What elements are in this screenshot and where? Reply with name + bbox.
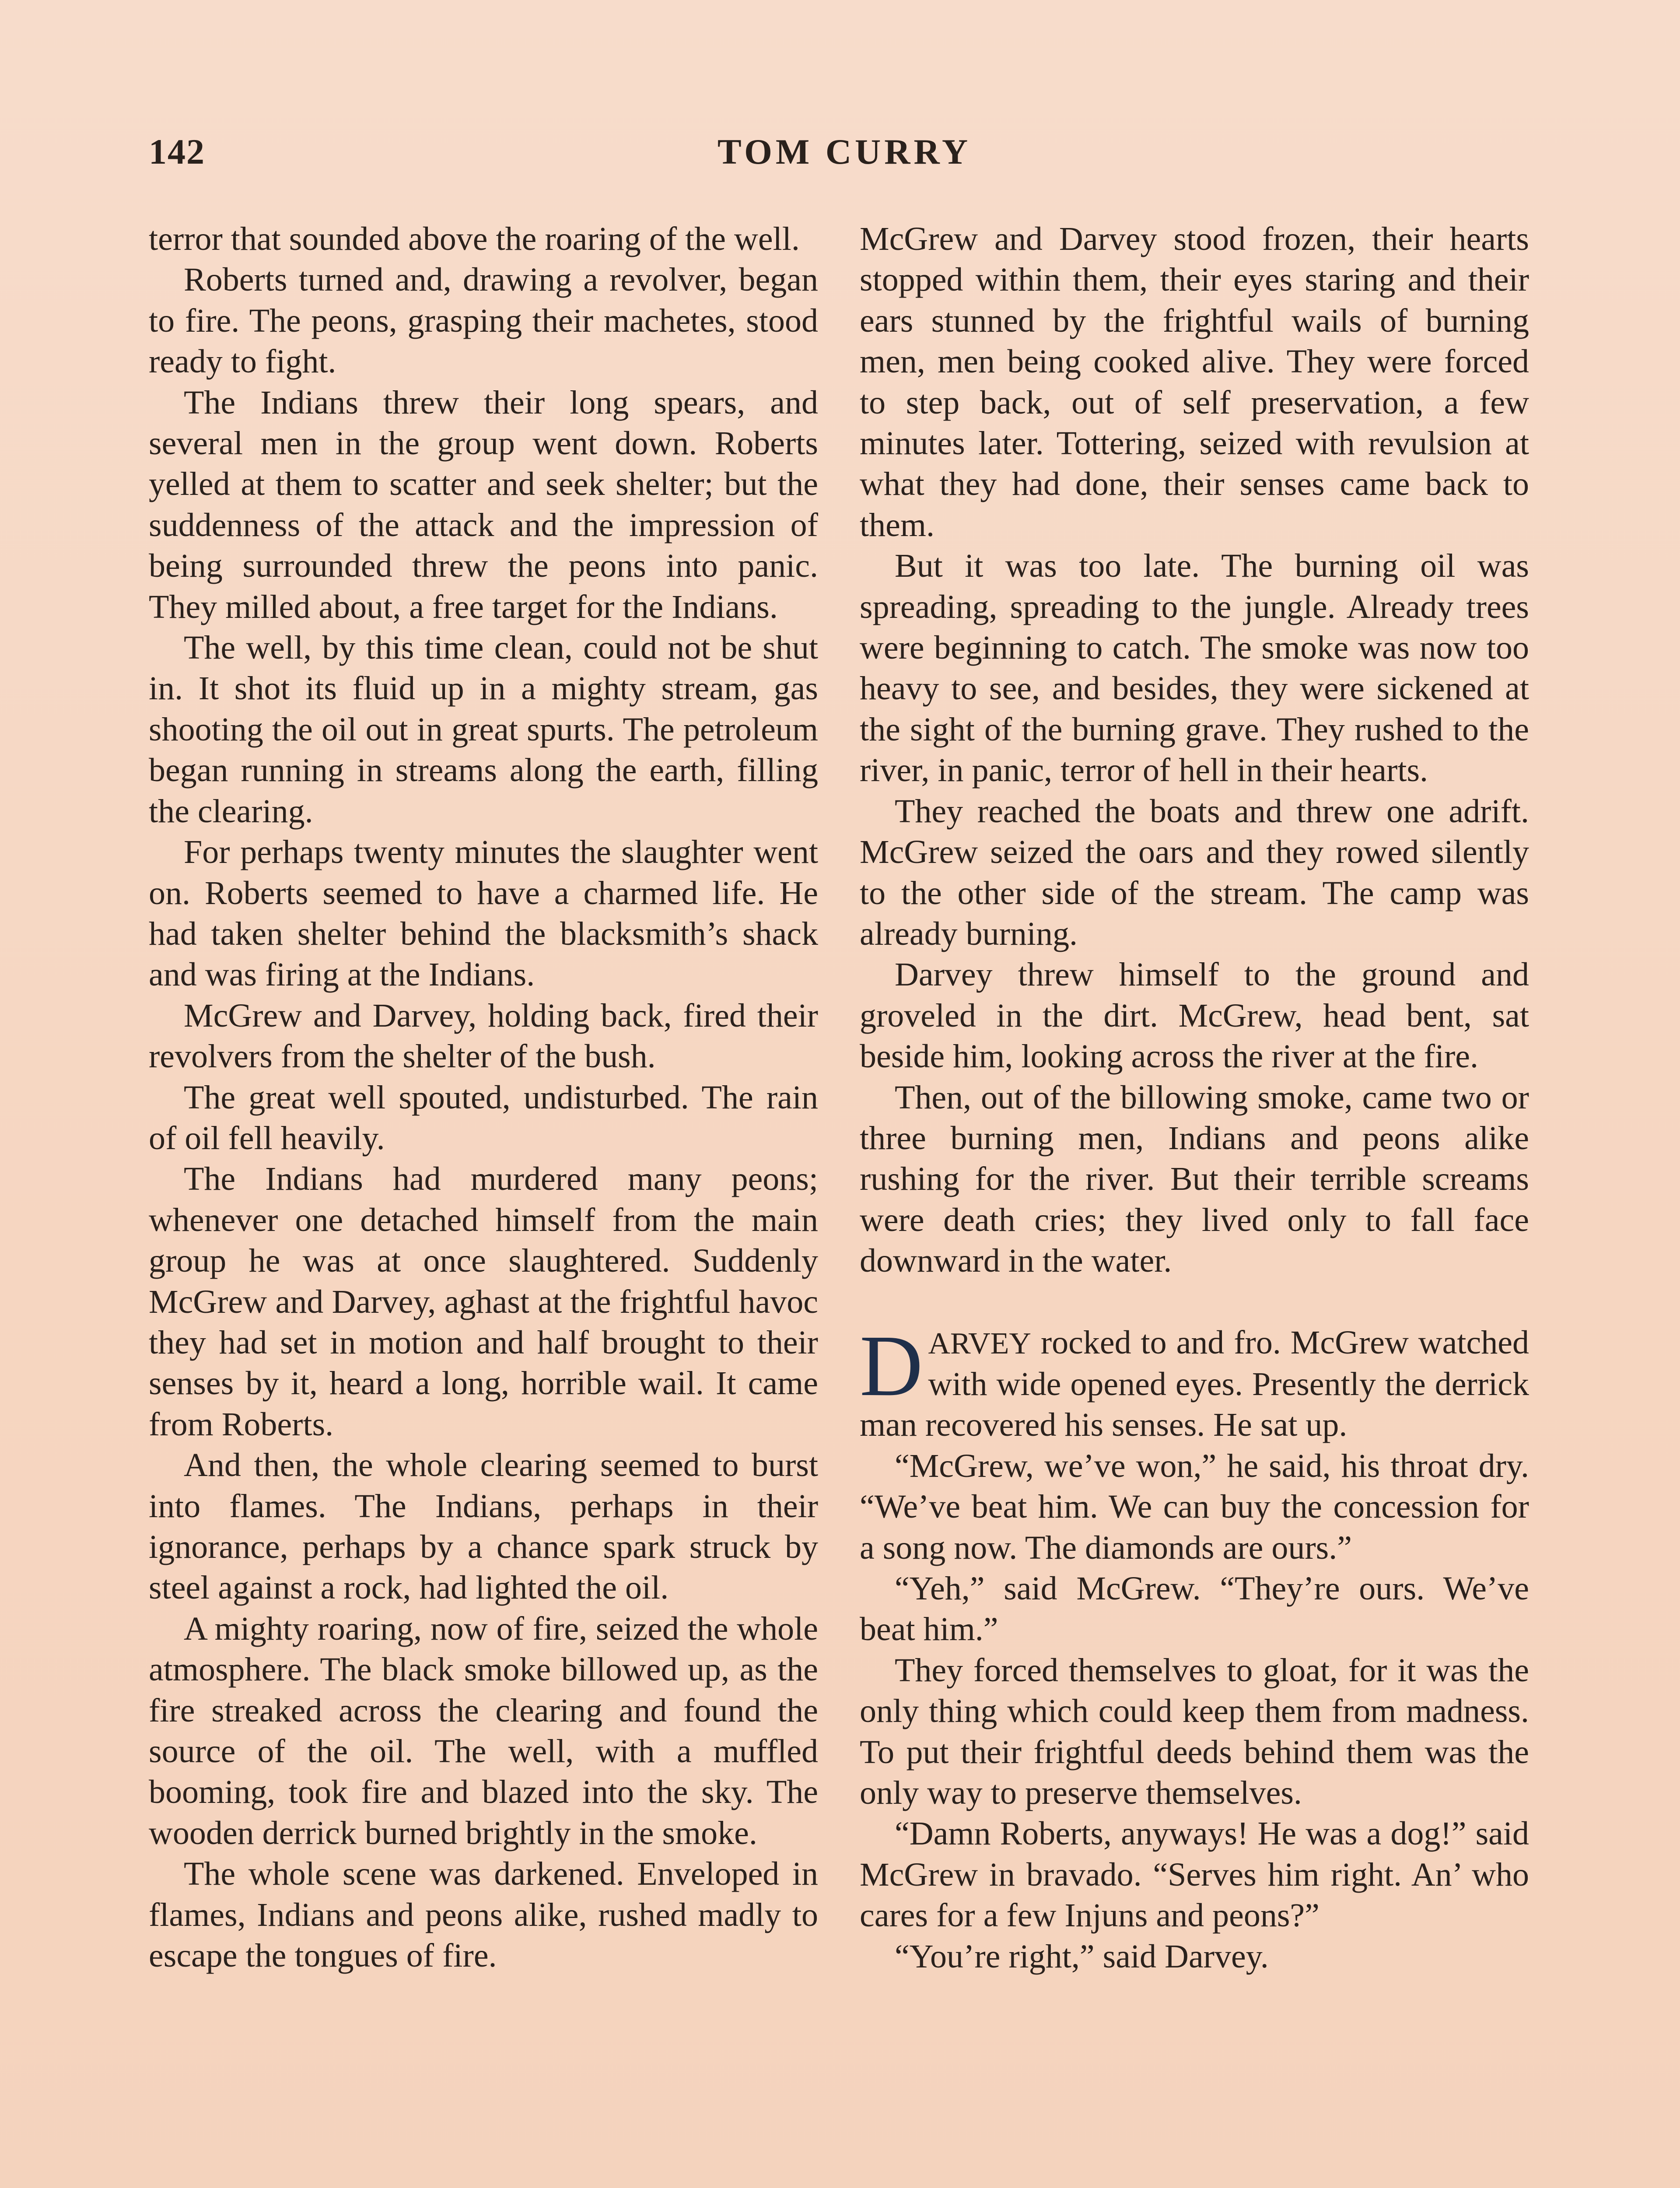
paragraph: “Yeh,” said McGrew. “They’re ours. We’ve beat him.”: [860, 1570, 1529, 1648]
paragraph: The well, by this time clean, could not be shut in. It shot its fluid up in a mighty stream, gas shooting the oil out in great spurts. The petroleum began running in streams along the earth, filling the clearing.: [149, 629, 818, 830]
left-column: [149, 219, 818, 1976]
paragraph: They reached the boats and threw one adrift. McGrew seized the oars and they rowed silently to the other side of the stream. The camp was already burning.: [860, 792, 1529, 952]
paragraph: For perhaps twenty minutes the slaughter went on. Roberts seemed to have a charmed life. He had taken shelter behind the blacksmith’s shack and was firing at the Indians.: [149, 834, 818, 993]
section-break: [860, 1282, 1529, 1322]
paragraph: “McGrew, we’ve won,” he said, his throat dry. “We’ve beat him. We can buy the concession for a song now. The diamonds are ours.”: [860, 1447, 1529, 1566]
paragraph: The great well spouted, undisturbed. The rain of oil fell heavily.: [149, 1079, 818, 1157]
paragraph: The whole scene was darkened. Enveloped in flames, Indians and peons alike, rushed madly to escape the tongues of fire.: [149, 1855, 818, 1974]
paragraph: But it was too late. The burning oil was spreading, spreading to the jungle. Already trees were beginning to catch. The smoke was now too heavy to see, and besides, they were sickened at the sight of the burning grave. They rushed to the river, in panic, terror of hell in their hearts.: [860, 547, 1529, 789]
page-number: 142: [149, 132, 205, 172]
paragraph: They forced themselves to gloat, for it was the only thing which could keep them from madness. To put their frightful deeds behind them was the only way to preserve themselves.: [860, 1652, 1529, 1812]
paragraph: McGrew and Darvey, holding back, fired their revolvers from the shelter of the bush.: [149, 997, 818, 1075]
paragraph: Then, out of the billowing smoke, came two or three burning men, Indians and peons alike rushing for the river. But their terrible screams were death cries; they lived only to fall face downward in the water.: [860, 1079, 1529, 1280]
paragraph: The Indians had murdered many peons; whenever one detached himself from the main group he was at once slaughtered. Suddenly McGrew and Darvey, aghast at the frightful havoc they had set in motion and half brought to their senses by it, heard a long, horrible wail. It came from Roberts.: [149, 1161, 818, 1443]
paragraph: Roberts turned and, drawing a revolver, began to fire. The peons, grasping their machetes, stood ready to fight.: [149, 261, 818, 380]
running-head: TOM CURRY: [717, 132, 972, 172]
paragraph: “Damn Roberts, anyways! He was a dog!” said McGrew in bravado. “Serves him right. An’ who cares for a few Injuns and peons?”: [860, 1815, 1529, 1934]
drop-cap-paragraph: [860, 1317, 1529, 1446]
paragraph: terror that sounded above the roaring of the well.: [149, 221, 800, 257]
paragraph-text: rocked to and fro. McGrew watched with wide opened eyes. Presently the derrick man recovered his senses. He sat up.: [860, 1324, 1529, 1444]
paragraph: The Indians threw their long spears, and several men in the group went down. Roberts yelled at them to scatter and seek shelter; but the suddenness of the attack and the impression of being surrounded threw the peons into panic. They milled about, a free target for the Indians.: [149, 384, 818, 625]
paragraph: McGrew and Darvey stood frozen, their hearts stopped within them, their eyes staring and their ears stunned by the frightful wails of burning men, men being cooked alive. They were forced to step back, out of self preservation, a few minutes later. Tottering, seized with revulsion at what they had done, their senses came back to them.: [860, 221, 1529, 543]
opening-word: ARVEY: [928, 1326, 1031, 1360]
right-column: [860, 219, 1529, 1977]
drop-cap: D: [860, 1317, 923, 1414]
paragraph: “You’re right,” said Darvey.: [895, 1938, 1269, 1975]
paragraph: And then, the whole clearing seemed to burst into flames. The Indians, perhaps in their ignorance, perhaps by a chance spark struck by steel against a rock, had lighted the oil.: [149, 1447, 818, 1606]
page-header: [149, 131, 1540, 179]
paragraph: A mighty roaring, now of fire, seized the whole atmosphere. The black smoke billowed up, as the fire streaked across the clearing and found the source of the oil. The well, with a muffled booming, took fire and blazed into the sky. The wooden derrick burned brightly in the smoke.: [149, 1610, 818, 1851]
paragraph: Darvey threw himself to the ground and groveled in the dirt. McGrew, head bent, sat beside him, looking across the river at the fire.: [860, 956, 1529, 1075]
